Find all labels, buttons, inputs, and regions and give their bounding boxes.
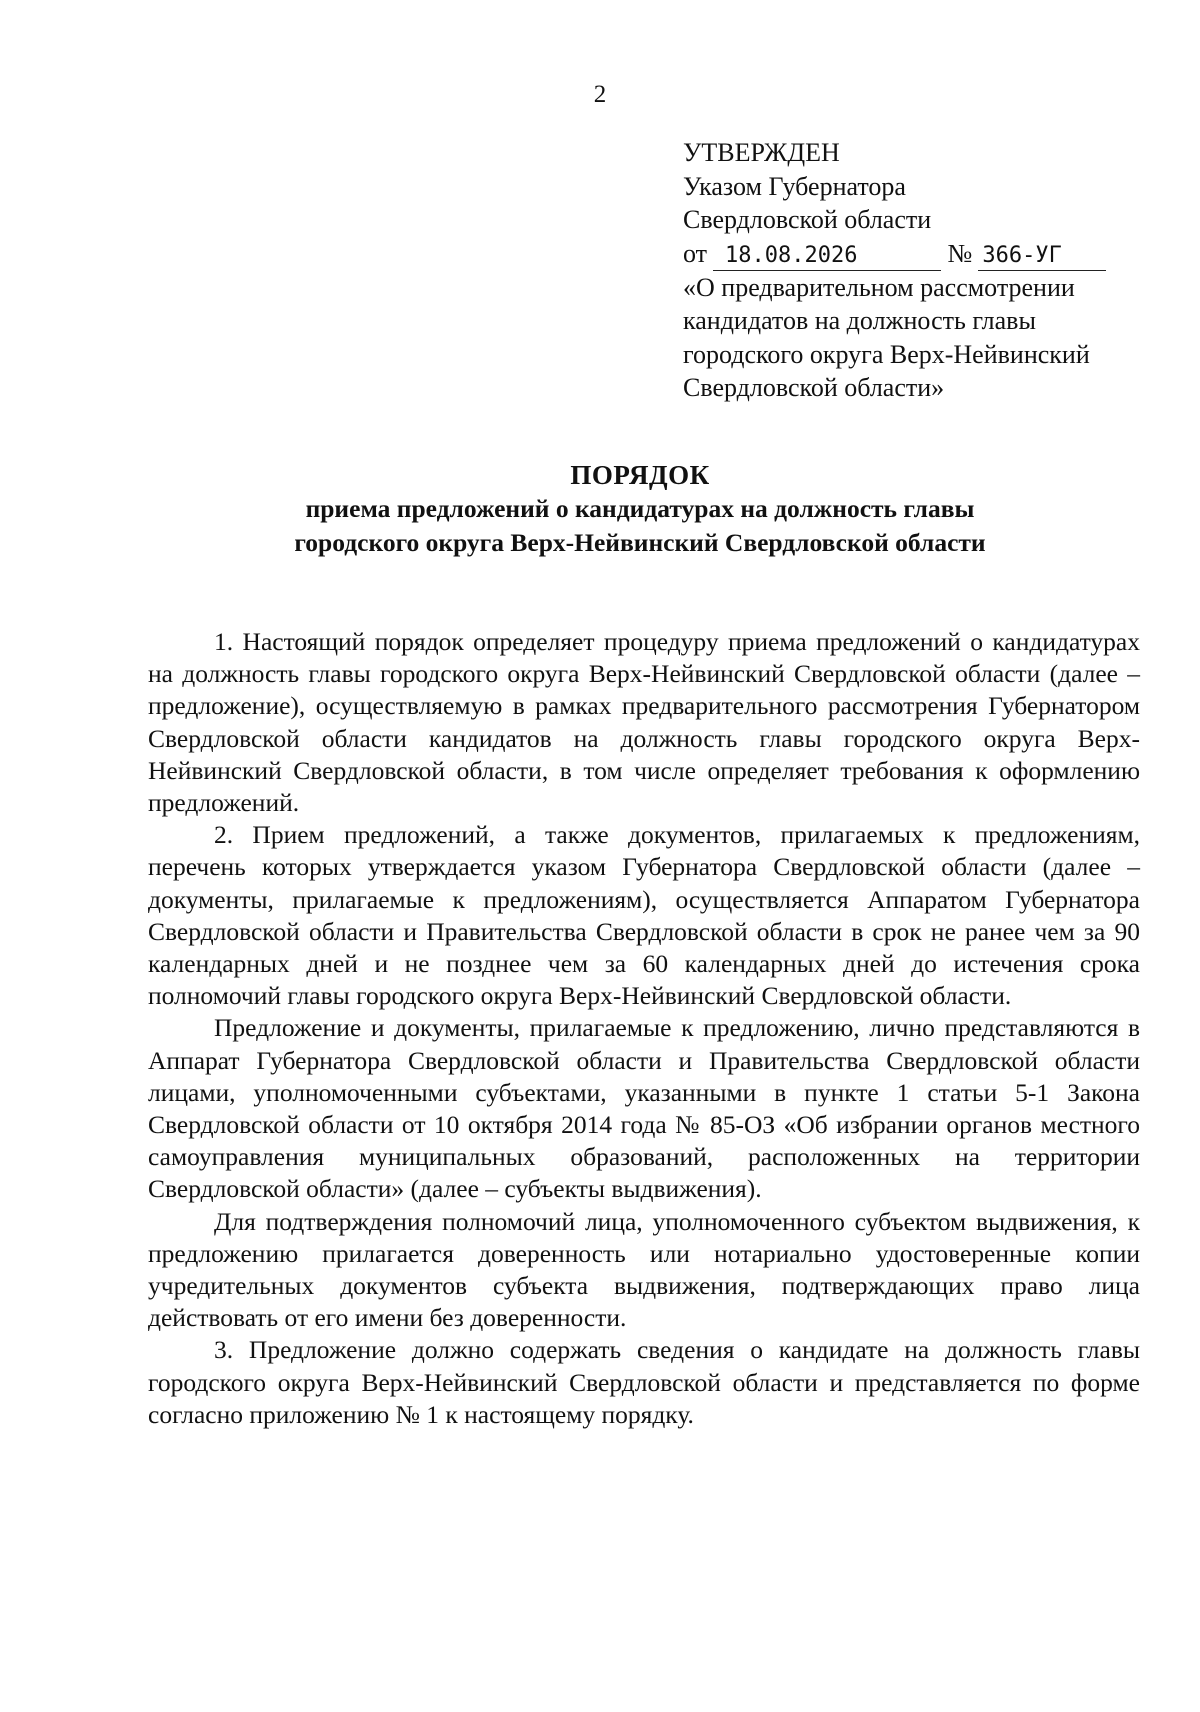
decree-number: 366-УГ — [978, 243, 1106, 271]
decree-title-line-3: городского округа Верх-Нейвинский — [683, 339, 1090, 369]
document-title: ПОРЯДОК — [570, 460, 710, 490]
approval-line-2: Свердловской области — [683, 205, 932, 234]
paragraph-2: 2. Прием предложений, а также документов, прилагаемых к предложениям, перечень которых утверждается указом Губернатора Свердловской области (далее – документы, прилагаемые к предложениям), осуществляется Аппаратом Губернатора Свердловской области и Правительства Свердловской области в срок не ранее чем за 90 календарных дней и не позднее чем за 60 календарных дней до истечения срока полномочий главы городского округа Верх-Нейвинский Свердловской области. — [148, 820, 1140, 1011]
document-heading — [0, 458, 1200, 560]
paragraph-4: Для подтверждения полномочий лица, уполномоченного субъектом выдвижения, к предложению прилагается доверенность или нотариально удостоверенные копии учредительных документов субъекта выдвижения, подтверждающих право лица действовать от его имени без доверенности. — [148, 1206, 1140, 1333]
paragraph-5: 3. Предложение должно содержать сведения о кандидате на должность главы городского округа Верх-Нейвинский Свердловской области и представляется по форме согласно приложению № 1 к настоящему порядку. — [148, 1335, 1140, 1429]
document-subtitle-line-1: приема предложений о кандидатурах на должность главы — [305, 494, 975, 523]
paragraph-3: Предложение и документы, прилагаемые к предложению, лично представляются в Аппарат Губернатора Свердловской области и Правительства Свердловской области лицами, уполномоченными субъектами, указанными в пункте 1 статьи 5-1 Закона Свердловской области от 10 октября 2014 года № 85-ОЗ «Об избрании органов местного самоуправления муниципальных образований, расположенных на территории Свердловской области» (далее – субъекты выдвижения). — [148, 1013, 1140, 1204]
approval-date-line — [683, 237, 1153, 271]
page-number: 2 — [593, 81, 607, 108]
paragraph-1: 1. Настоящий порядок определяет процедуру приема предложений о кандидатурах на должность главы городского округа Верх-Нейвинский Свердловской области (далее – предложение), осуществляемую в рамках предварительного рассмотрения Губернатором Свердловской области кандидатов на должность главы городского округа Верх-Нейвинский Свердловской области, в том числе определяет требования к оформлению предложений. — [148, 627, 1140, 818]
decree-date: 18.08.2026 — [713, 243, 941, 271]
decree-title-line-4: Свердловской области» — [683, 373, 945, 402]
decree-title-line-2: кандидатов на должность главы — [683, 306, 1036, 335]
decree-title-line-1: «О предварительном рассмотрении — [683, 272, 1075, 302]
date-prefix: от — [683, 238, 708, 268]
document-subtitle-line-2: городского округа Верх-Нейвинский Свердловской области — [294, 528, 986, 557]
document-body — [148, 626, 1140, 1431]
number-prefix: № — [947, 238, 973, 268]
approval-status: УТВЕРЖДЕН — [683, 138, 840, 167]
approval-line-1: Указом Губернатора — [683, 171, 906, 201]
approval-stamp — [683, 136, 1153, 405]
